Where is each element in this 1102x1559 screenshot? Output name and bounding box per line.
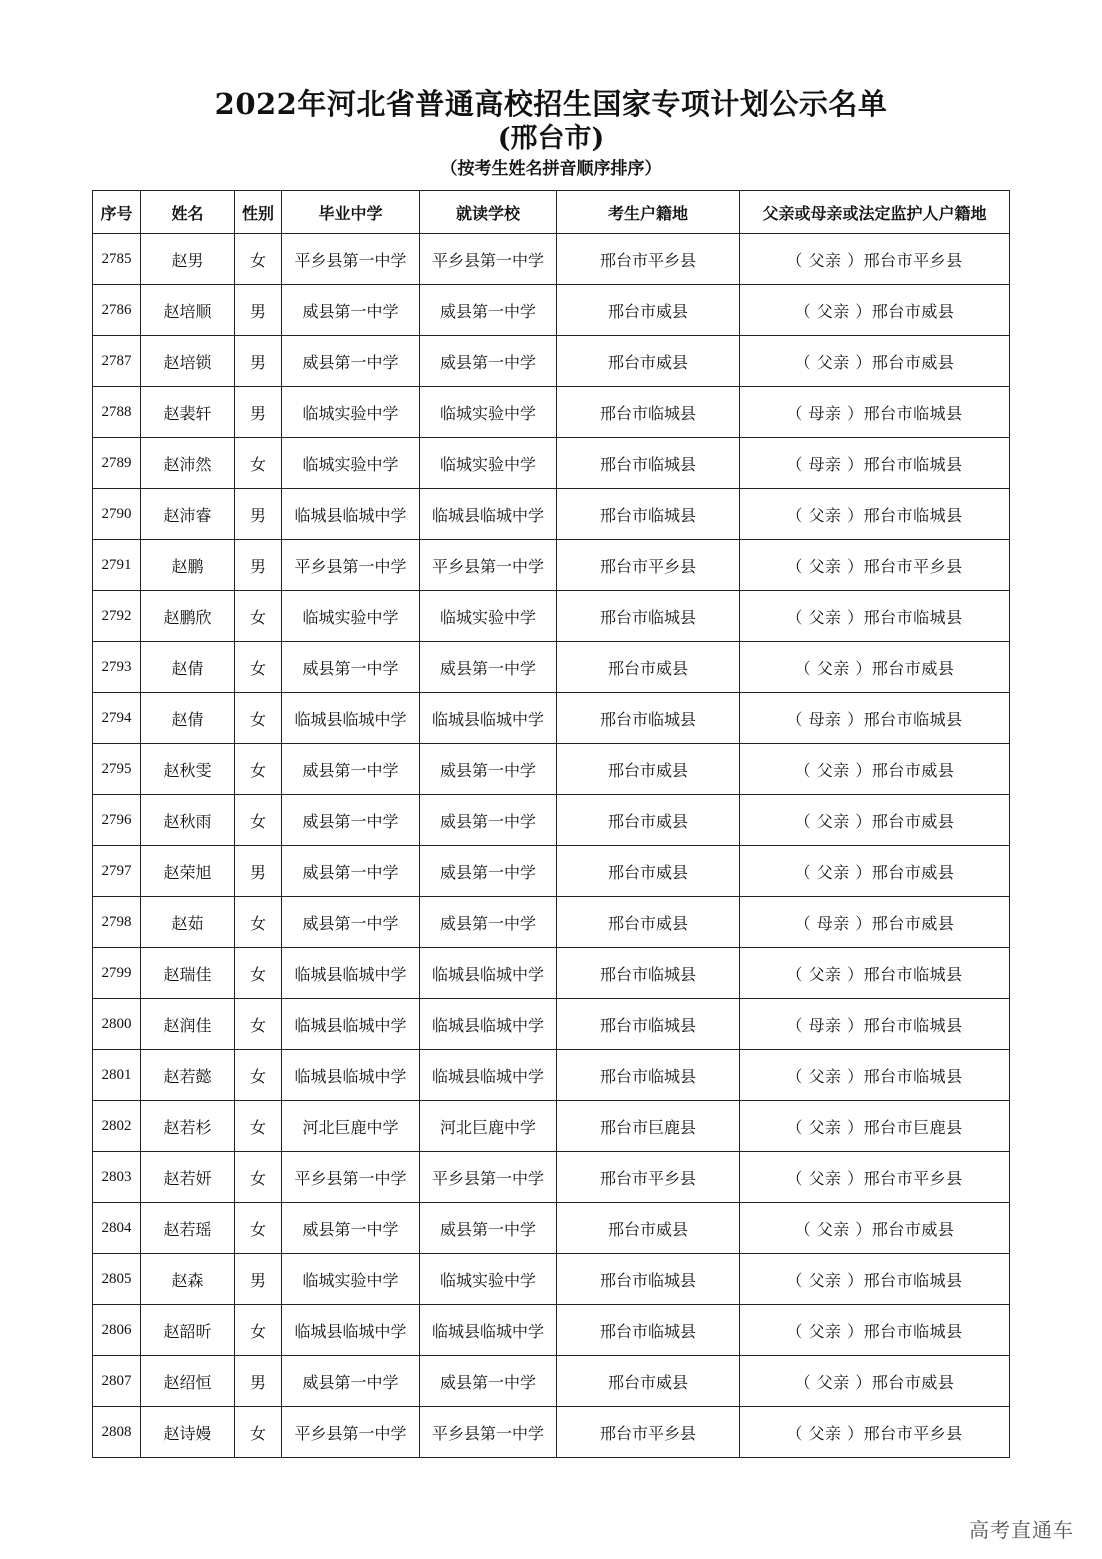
student-name-cell: 赵若瑶 bbox=[141, 1203, 235, 1254]
serial-number-cell: 2788 bbox=[93, 387, 141, 438]
student-name-cell: 赵鹏欣 bbox=[141, 591, 235, 642]
household-registration-cell: 邢台市平乡县 bbox=[557, 540, 740, 591]
table-row bbox=[93, 1101, 1010, 1152]
household-registration-cell: 邢台市临城县 bbox=[557, 438, 740, 489]
student-name-cell: 赵韶昕 bbox=[141, 1305, 235, 1356]
gender-cell: 女 bbox=[235, 1050, 282, 1101]
gender-cell: 女 bbox=[235, 1203, 282, 1254]
current-school-cell: 临城县临城中学 bbox=[420, 1050, 557, 1101]
watermark-text: 高考直通车 bbox=[969, 1518, 1074, 1542]
gender-cell: 男 bbox=[235, 846, 282, 897]
serial-number-cell: 2787 bbox=[93, 336, 141, 387]
current-school-cell: 平乡县第一中学 bbox=[420, 234, 557, 285]
graduated-school-cell: 威县第一中学 bbox=[282, 285, 420, 336]
table-row bbox=[93, 1305, 1010, 1356]
guardian-registration-cell: （ 父亲 ）邢台市平乡县 bbox=[740, 540, 1010, 591]
graduated-school-cell: 临城实验中学 bbox=[282, 387, 420, 438]
graduated-school-cell: 临城县临城中学 bbox=[282, 948, 420, 999]
household-registration-cell: 邢台市临城县 bbox=[557, 1305, 740, 1356]
guardian-registration-cell: （ 父亲 ）邢台市临城县 bbox=[740, 948, 1010, 999]
serial-number-cell: 2799 bbox=[93, 948, 141, 999]
student-name-cell: 赵诗嫚 bbox=[141, 1407, 235, 1458]
guardian-registration-cell: （ 父亲 ）邢台市威县 bbox=[740, 336, 1010, 387]
current-school-cell: 临城县临城中学 bbox=[420, 948, 557, 999]
gender-cell: 女 bbox=[235, 1152, 282, 1203]
graduated-school-cell: 临城实验中学 bbox=[282, 1254, 420, 1305]
serial-number-cell: 2795 bbox=[93, 744, 141, 795]
current-school-cell: 临城实验中学 bbox=[420, 1254, 557, 1305]
graduated-school-cell: 临城县临城中学 bbox=[282, 1050, 420, 1101]
table-row bbox=[93, 387, 1010, 438]
table-row bbox=[93, 1356, 1010, 1407]
serial-number-cell: 2792 bbox=[93, 591, 141, 642]
guardian-registration-cell: （ 父亲 ）邢台市威县 bbox=[740, 744, 1010, 795]
household-registration-cell: 邢台市巨鹿县 bbox=[557, 1101, 740, 1152]
column-header-graduated-school: 毕业中学 bbox=[282, 191, 420, 234]
table-row bbox=[93, 1152, 1010, 1203]
household-registration-cell: 邢台市威县 bbox=[557, 846, 740, 897]
table-row bbox=[93, 489, 1010, 540]
current-school-cell: 威县第一中学 bbox=[420, 846, 557, 897]
student-name-cell: 赵倩 bbox=[141, 693, 235, 744]
gender-cell: 女 bbox=[235, 438, 282, 489]
household-registration-cell: 邢台市威县 bbox=[557, 1356, 740, 1407]
table-row bbox=[93, 948, 1010, 999]
gender-cell: 女 bbox=[235, 999, 282, 1050]
current-school-cell: 临城县临城中学 bbox=[420, 1305, 557, 1356]
gender-cell: 女 bbox=[235, 1101, 282, 1152]
graduated-school-cell: 威县第一中学 bbox=[282, 642, 420, 693]
gender-cell: 男 bbox=[235, 336, 282, 387]
current-school-cell: 河北巨鹿中学 bbox=[420, 1101, 557, 1152]
guardian-registration-cell: （ 父亲 ）邢台市威县 bbox=[740, 1356, 1010, 1407]
student-name-cell: 赵培顺 bbox=[141, 285, 235, 336]
page-subtitle: (邢台市) bbox=[497, 123, 605, 154]
student-name-cell: 赵瑞佳 bbox=[141, 948, 235, 999]
guardian-registration-cell: （ 母亲 ）邢台市威县 bbox=[740, 897, 1010, 948]
current-school-cell: 威县第一中学 bbox=[420, 285, 557, 336]
gender-cell: 男 bbox=[235, 540, 282, 591]
graduated-school-cell: 威县第一中学 bbox=[282, 1203, 420, 1254]
student-name-cell: 赵倩 bbox=[141, 642, 235, 693]
guardian-registration-cell: （ 母亲 ）邢台市临城县 bbox=[740, 438, 1010, 489]
serial-number-cell: 2801 bbox=[93, 1050, 141, 1101]
table-row bbox=[93, 897, 1010, 948]
student-name-cell: 赵鹏 bbox=[141, 540, 235, 591]
student-name-cell: 赵绍恒 bbox=[141, 1356, 235, 1407]
serial-number-cell: 2791 bbox=[93, 540, 141, 591]
current-school-cell: 临城县临城中学 bbox=[420, 693, 557, 744]
guardian-registration-cell: （ 父亲 ）邢台市巨鹿县 bbox=[740, 1101, 1010, 1152]
current-school-cell: 临城实验中学 bbox=[420, 387, 557, 438]
graduated-school-cell: 平乡县第一中学 bbox=[282, 1407, 420, 1458]
guardian-registration-cell: （ 母亲 ）邢台市临城县 bbox=[740, 999, 1010, 1050]
current-school-cell: 威县第一中学 bbox=[420, 1203, 557, 1254]
household-registration-cell: 邢台市威县 bbox=[557, 285, 740, 336]
graduated-school-cell: 平乡县第一中学 bbox=[282, 540, 420, 591]
student-name-cell: 赵若杉 bbox=[141, 1101, 235, 1152]
serial-number-cell: 2793 bbox=[93, 642, 141, 693]
guardian-registration-cell: （ 父亲 ）邢台市临城县 bbox=[740, 1305, 1010, 1356]
guardian-registration-cell: （ 母亲 ）邢台市临城县 bbox=[740, 693, 1010, 744]
household-registration-cell: 邢台市临城县 bbox=[557, 1050, 740, 1101]
graduated-school-cell: 威县第一中学 bbox=[282, 846, 420, 897]
graduated-school-cell: 河北巨鹿中学 bbox=[282, 1101, 420, 1152]
serial-number-cell: 2804 bbox=[93, 1203, 141, 1254]
household-registration-cell: 邢台市临城县 bbox=[557, 999, 740, 1050]
household-registration-cell: 邢台市临城县 bbox=[557, 1254, 740, 1305]
serial-number-cell: 2808 bbox=[93, 1407, 141, 1458]
table-row bbox=[93, 642, 1010, 693]
student-name-cell: 赵秋雨 bbox=[141, 795, 235, 846]
table-row bbox=[93, 285, 1010, 336]
household-registration-cell: 邢台市威县 bbox=[557, 897, 740, 948]
serial-number-cell: 2805 bbox=[93, 1254, 141, 1305]
table-row bbox=[93, 540, 1010, 591]
household-registration-cell: 邢台市平乡县 bbox=[557, 1152, 740, 1203]
gender-cell: 女 bbox=[235, 744, 282, 795]
graduated-school-cell: 威县第一中学 bbox=[282, 336, 420, 387]
column-header-household-registration: 考生户籍地 bbox=[557, 191, 740, 234]
current-school-cell: 临城县临城中学 bbox=[420, 999, 557, 1050]
gender-cell: 女 bbox=[235, 897, 282, 948]
serial-number-cell: 2802 bbox=[93, 1101, 141, 1152]
gender-cell: 女 bbox=[235, 234, 282, 285]
column-header-name: 姓名 bbox=[141, 191, 235, 234]
household-registration-cell: 邢台市临城县 bbox=[557, 948, 740, 999]
current-school-cell: 威县第一中学 bbox=[420, 336, 557, 387]
graduated-school-cell: 威县第一中学 bbox=[282, 795, 420, 846]
student-name-cell: 赵荣旭 bbox=[141, 846, 235, 897]
guardian-registration-cell: （ 父亲 ）邢台市威县 bbox=[740, 795, 1010, 846]
graduated-school-cell: 平乡县第一中学 bbox=[282, 1152, 420, 1203]
household-registration-cell: 邢台市临城县 bbox=[557, 693, 740, 744]
guardian-registration-cell: （ 父亲 ）邢台市威县 bbox=[740, 846, 1010, 897]
document-header bbox=[0, 86, 1102, 180]
student-name-cell: 赵沛然 bbox=[141, 438, 235, 489]
graduated-school-cell: 威县第一中学 bbox=[282, 744, 420, 795]
gender-cell: 男 bbox=[235, 489, 282, 540]
serial-number-cell: 2797 bbox=[93, 846, 141, 897]
table-row bbox=[93, 1254, 1010, 1305]
graduated-school-cell: 临城县临城中学 bbox=[282, 999, 420, 1050]
household-registration-cell: 邢台市威县 bbox=[557, 1203, 740, 1254]
guardian-registration-cell: （ 母亲 ）邢台市临城县 bbox=[740, 387, 1010, 438]
student-name-cell: 赵茹 bbox=[141, 897, 235, 948]
table-row bbox=[93, 1407, 1010, 1458]
guardian-registration-cell: （ 父亲 ）邢台市平乡县 bbox=[740, 1407, 1010, 1458]
graduated-school-cell: 临城县临城中学 bbox=[282, 489, 420, 540]
graduated-school-cell: 临城县临城中学 bbox=[282, 693, 420, 744]
table-row bbox=[93, 795, 1010, 846]
graduated-school-cell: 临城县临城中学 bbox=[282, 1305, 420, 1356]
household-registration-cell: 邢台市威县 bbox=[557, 795, 740, 846]
gender-cell: 女 bbox=[235, 1305, 282, 1356]
guardian-registration-cell: （ 父亲 ）邢台市平乡县 bbox=[740, 1152, 1010, 1203]
guardian-registration-cell: （ 父亲 ）邢台市威县 bbox=[740, 1203, 1010, 1254]
guardian-registration-cell: （ 父亲 ）邢台市临城县 bbox=[740, 591, 1010, 642]
guardian-registration-cell: （ 父亲 ）邢台市临城县 bbox=[740, 489, 1010, 540]
current-school-cell: 临城县临城中学 bbox=[420, 489, 557, 540]
student-name-cell: 赵秋雯 bbox=[141, 744, 235, 795]
current-school-cell: 威县第一中学 bbox=[420, 642, 557, 693]
gender-cell: 女 bbox=[235, 795, 282, 846]
student-name-cell: 赵裴轩 bbox=[141, 387, 235, 438]
gender-cell: 男 bbox=[235, 285, 282, 336]
serial-number-cell: 2786 bbox=[93, 285, 141, 336]
gender-cell: 男 bbox=[235, 1356, 282, 1407]
table-row bbox=[93, 744, 1010, 795]
column-header-guardian-registration: 父亲或母亲或法定监护人户籍地 bbox=[740, 191, 1010, 234]
table-header-row bbox=[93, 191, 1010, 234]
household-registration-cell: 邢台市威县 bbox=[557, 744, 740, 795]
household-registration-cell: 邢台市临城县 bbox=[557, 387, 740, 438]
current-school-cell: 威县第一中学 bbox=[420, 1356, 557, 1407]
column-header-current-school: 就读学校 bbox=[420, 191, 557, 234]
table-row bbox=[93, 591, 1010, 642]
serial-number-cell: 2794 bbox=[93, 693, 141, 744]
household-registration-cell: 邢台市威县 bbox=[557, 642, 740, 693]
roster-table-body bbox=[93, 234, 1010, 1458]
serial-number-cell: 2790 bbox=[93, 489, 141, 540]
serial-number-cell: 2803 bbox=[93, 1152, 141, 1203]
guardian-registration-cell: （ 父亲 ）邢台市临城县 bbox=[740, 1254, 1010, 1305]
table-row bbox=[93, 438, 1010, 489]
table-row bbox=[93, 1050, 1010, 1101]
graduated-school-cell: 临城实验中学 bbox=[282, 438, 420, 489]
student-name-cell: 赵若懿 bbox=[141, 1050, 235, 1101]
table-row bbox=[93, 336, 1010, 387]
gender-cell: 女 bbox=[235, 948, 282, 999]
current-school-cell: 平乡县第一中学 bbox=[420, 1407, 557, 1458]
serial-number-cell: 2800 bbox=[93, 999, 141, 1050]
serial-number-cell: 2806 bbox=[93, 1305, 141, 1356]
table-row bbox=[93, 999, 1010, 1050]
current-school-cell: 平乡县第一中学 bbox=[420, 540, 557, 591]
graduated-school-cell: 威县第一中学 bbox=[282, 1356, 420, 1407]
page-title: 2022年河北省普通高校招生国家专项计划公示名单 bbox=[214, 87, 888, 121]
guardian-registration-cell: （ 父亲 ）邢台市临城县 bbox=[740, 1050, 1010, 1101]
gender-cell: 女 bbox=[235, 693, 282, 744]
serial-number-cell: 2785 bbox=[93, 234, 141, 285]
student-name-cell: 赵润佳 bbox=[141, 999, 235, 1050]
guardian-registration-cell: （ 父亲 ）邢台市平乡县 bbox=[740, 234, 1010, 285]
graduated-school-cell: 临城实验中学 bbox=[282, 591, 420, 642]
serial-number-cell: 2796 bbox=[93, 795, 141, 846]
table-row bbox=[93, 1203, 1010, 1254]
graduated-school-cell: 威县第一中学 bbox=[282, 897, 420, 948]
current-school-cell: 临城实验中学 bbox=[420, 438, 557, 489]
student-name-cell: 赵男 bbox=[141, 234, 235, 285]
table-row bbox=[93, 693, 1010, 744]
student-name-cell: 赵培锁 bbox=[141, 336, 235, 387]
gender-cell: 女 bbox=[235, 1407, 282, 1458]
column-header-serial: 序号 bbox=[93, 191, 141, 234]
gender-cell: 女 bbox=[235, 642, 282, 693]
gender-cell: 男 bbox=[235, 387, 282, 438]
student-name-cell: 赵森 bbox=[141, 1254, 235, 1305]
current-school-cell: 威县第一中学 bbox=[420, 897, 557, 948]
gender-cell: 女 bbox=[235, 591, 282, 642]
table-row bbox=[93, 846, 1010, 897]
current-school-cell: 临城实验中学 bbox=[420, 591, 557, 642]
household-registration-cell: 邢台市平乡县 bbox=[557, 234, 740, 285]
student-name-cell: 赵若妍 bbox=[141, 1152, 235, 1203]
current-school-cell: 威县第一中学 bbox=[420, 795, 557, 846]
student-name-cell: 赵沛睿 bbox=[141, 489, 235, 540]
column-header-gender: 性别 bbox=[235, 191, 282, 234]
serial-number-cell: 2789 bbox=[93, 438, 141, 489]
table-row bbox=[93, 234, 1010, 285]
household-registration-cell: 邢台市临城县 bbox=[557, 489, 740, 540]
graduated-school-cell: 平乡县第一中学 bbox=[282, 234, 420, 285]
guardian-registration-cell: （ 父亲 ）邢台市威县 bbox=[740, 642, 1010, 693]
gender-cell: 男 bbox=[235, 1254, 282, 1305]
current-school-cell: 平乡县第一中学 bbox=[420, 1152, 557, 1203]
household-registration-cell: 邢台市威县 bbox=[557, 336, 740, 387]
current-school-cell: 威县第一中学 bbox=[420, 744, 557, 795]
sort-note: （按考生姓名拼音顺序排序） bbox=[440, 159, 662, 179]
roster-table bbox=[92, 190, 1010, 1458]
household-registration-cell: 邢台市临城县 bbox=[557, 591, 740, 642]
serial-number-cell: 2798 bbox=[93, 897, 141, 948]
serial-number-cell: 2807 bbox=[93, 1356, 141, 1407]
household-registration-cell: 邢台市平乡县 bbox=[557, 1407, 740, 1458]
guardian-registration-cell: （ 父亲 ）邢台市威县 bbox=[740, 285, 1010, 336]
